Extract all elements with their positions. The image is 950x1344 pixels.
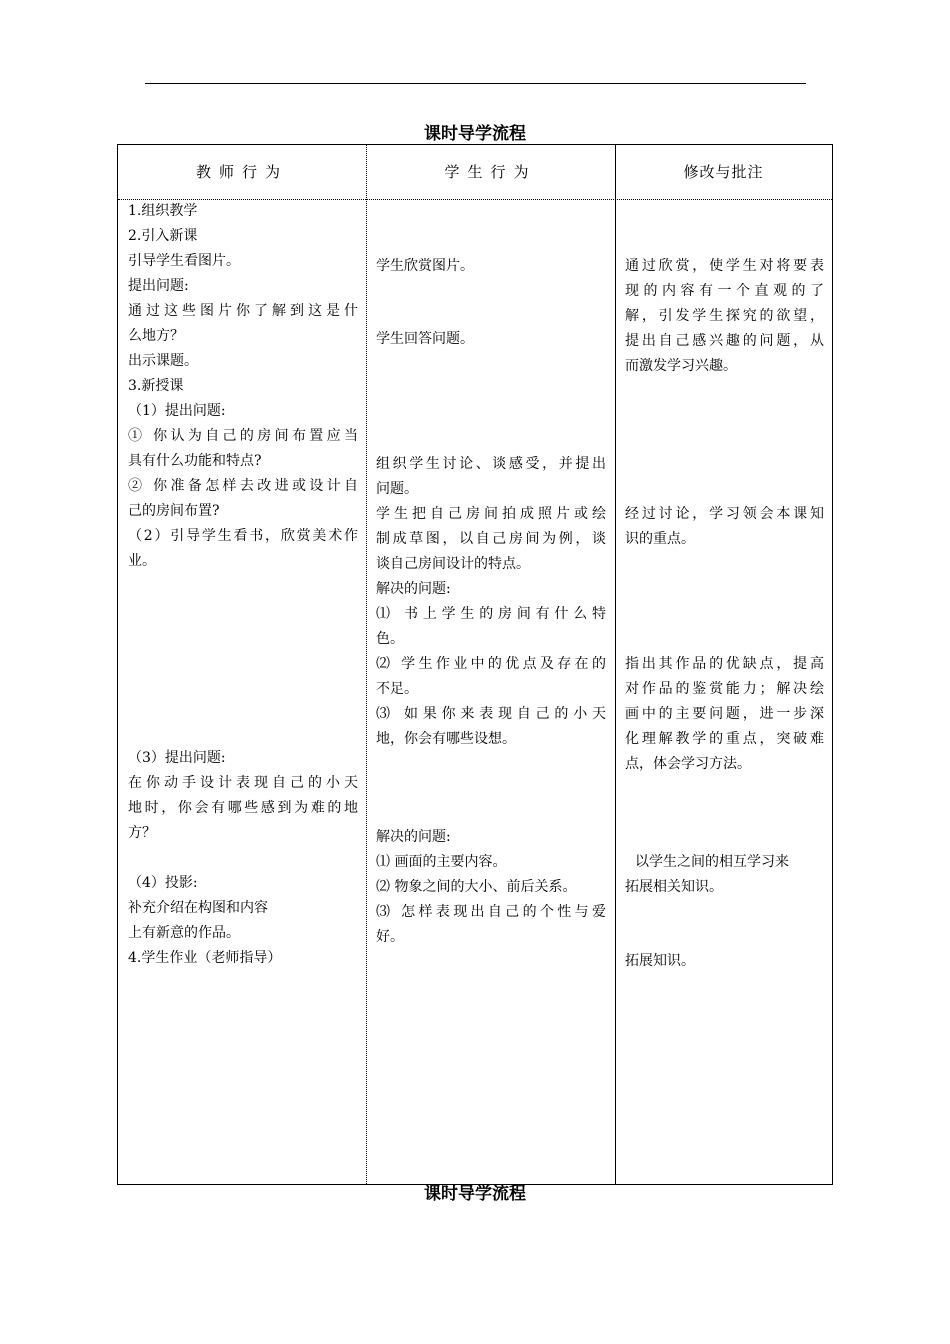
student-line: 问题。 [376,481,418,497]
teacher-line: 通过这些图片你了解到这是什 [128,303,358,319]
notes-line: 以学生之间的相互学习来 [635,854,789,870]
teacher-line: ② 你准备怎样去改进或设计自 [128,478,358,494]
teacher-line: 出示课题。 [128,353,198,369]
teacher-line: 引导学生看图片。 [128,253,240,269]
student-line: 谈自己房间设计的特点。 [376,556,530,572]
student-line: 学生把自己房间拍成照片或绘 [376,506,606,522]
header-student-behavior: 学生行为 [444,163,537,181]
student-line: 组织学生讨论、谈感受，并提出 [376,456,606,472]
teacher-line: 2.引入新课 [128,228,198,244]
header-divider [118,199,832,200]
header-teacher-behavior: 教师行为 [195,163,288,181]
teacher-line: 具有什么功能和特点? [128,453,262,469]
student-line: ⑴ 书上学生的房间有什么特 [376,606,606,622]
student-line: ⑴ 画面的主要内容。 [376,854,507,870]
teacher-line: 地时，你会有哪些感到为难的地 [128,800,358,816]
teacher-line: 提出问题: [128,278,189,294]
notes-line: 提出自己感兴趣的问题，从 [625,333,824,349]
notes-line: 识的重点。 [625,531,695,547]
notes-line: 画中的主要问题，进一步深 [625,706,824,722]
teacher-line: 上有新意的作品。 [128,925,240,941]
notes-line: 对作品的鉴赏能力；解决绘 [625,681,824,697]
student-line: 学生回答问题。 [376,331,474,347]
notes-line: 指出其作品的优缺点，提高 [625,656,824,672]
student-line: 学生欣赏图片。 [376,258,474,274]
student-line: ⑶ 怎样表现出自己的个性与爱 [376,904,606,920]
teacher-line: 4.学生作业（老师指导） [128,950,282,966]
student-line: ⑵ 物象之间的大小、前后关系。 [376,879,577,895]
column-divider-1 [366,145,367,1184]
teacher-line: 己的房间布置? [128,503,220,519]
header-notes: 修改与批注 [683,163,764,181]
lesson-flow-table [117,144,833,1185]
teacher-line: 补充介绍在构图和内容 [128,900,268,916]
teacher-line: 业。 [128,553,156,569]
student-line: 解决的问题: [376,829,451,845]
header-rule [145,83,806,84]
student-line: 解决的问题: [376,581,451,597]
student-line: 地，你会有哪些设想。 [376,731,516,747]
teacher-line: （2）引导学生看书，欣赏美术作 [128,528,358,544]
teacher-line: （3）提出问题: [128,750,226,766]
notes-line: 而激发学习兴趣。 [625,358,737,374]
column-divider-2 [615,145,616,1184]
student-line: ⑵ 学生作业中的优点及存在的 [376,656,606,672]
teacher-line: 在你动手设计表现自己的小天 [128,775,358,791]
notes-line: 点，体会学习方法。 [625,756,751,772]
notes-line: 解，引发学生探究的欲望， [625,308,824,324]
teacher-line: 么地方？ [128,328,184,344]
teacher-line: ① 你认为自己的房间布置应当 [128,428,358,444]
teacher-line: 3.新授课 [128,378,184,394]
student-line: 色。 [376,631,404,647]
notes-line: 经过讨论，学习领会本课知 [625,506,824,522]
document-title-repeat: 课时导学流程 [424,1184,526,1204]
student-line: ⑶ 如果你来表现自己的小天 [376,706,606,722]
notes-line: 拓展知识。 [625,953,695,969]
teacher-line: （1）提出问题: [128,403,226,419]
teacher-line: （4）投影: [128,875,198,891]
student-line: 好。 [376,929,404,945]
notes-line: 拓展相关知识。 [625,879,723,895]
notes-line: 通过欣赏，使学生对将要表 [625,258,824,274]
teacher-line: 1.组织教学 [128,203,198,219]
notes-line: 现的内容有一个直观的了 [625,283,824,299]
teacher-line: 方？ [128,825,156,841]
document-title: 课时导学流程 [424,124,526,144]
notes-line: 化理解教学的重点，突破难 [625,731,824,747]
student-line: 不足。 [376,681,418,697]
student-line: 制成草图，以自己房间为例，谈 [376,531,606,547]
